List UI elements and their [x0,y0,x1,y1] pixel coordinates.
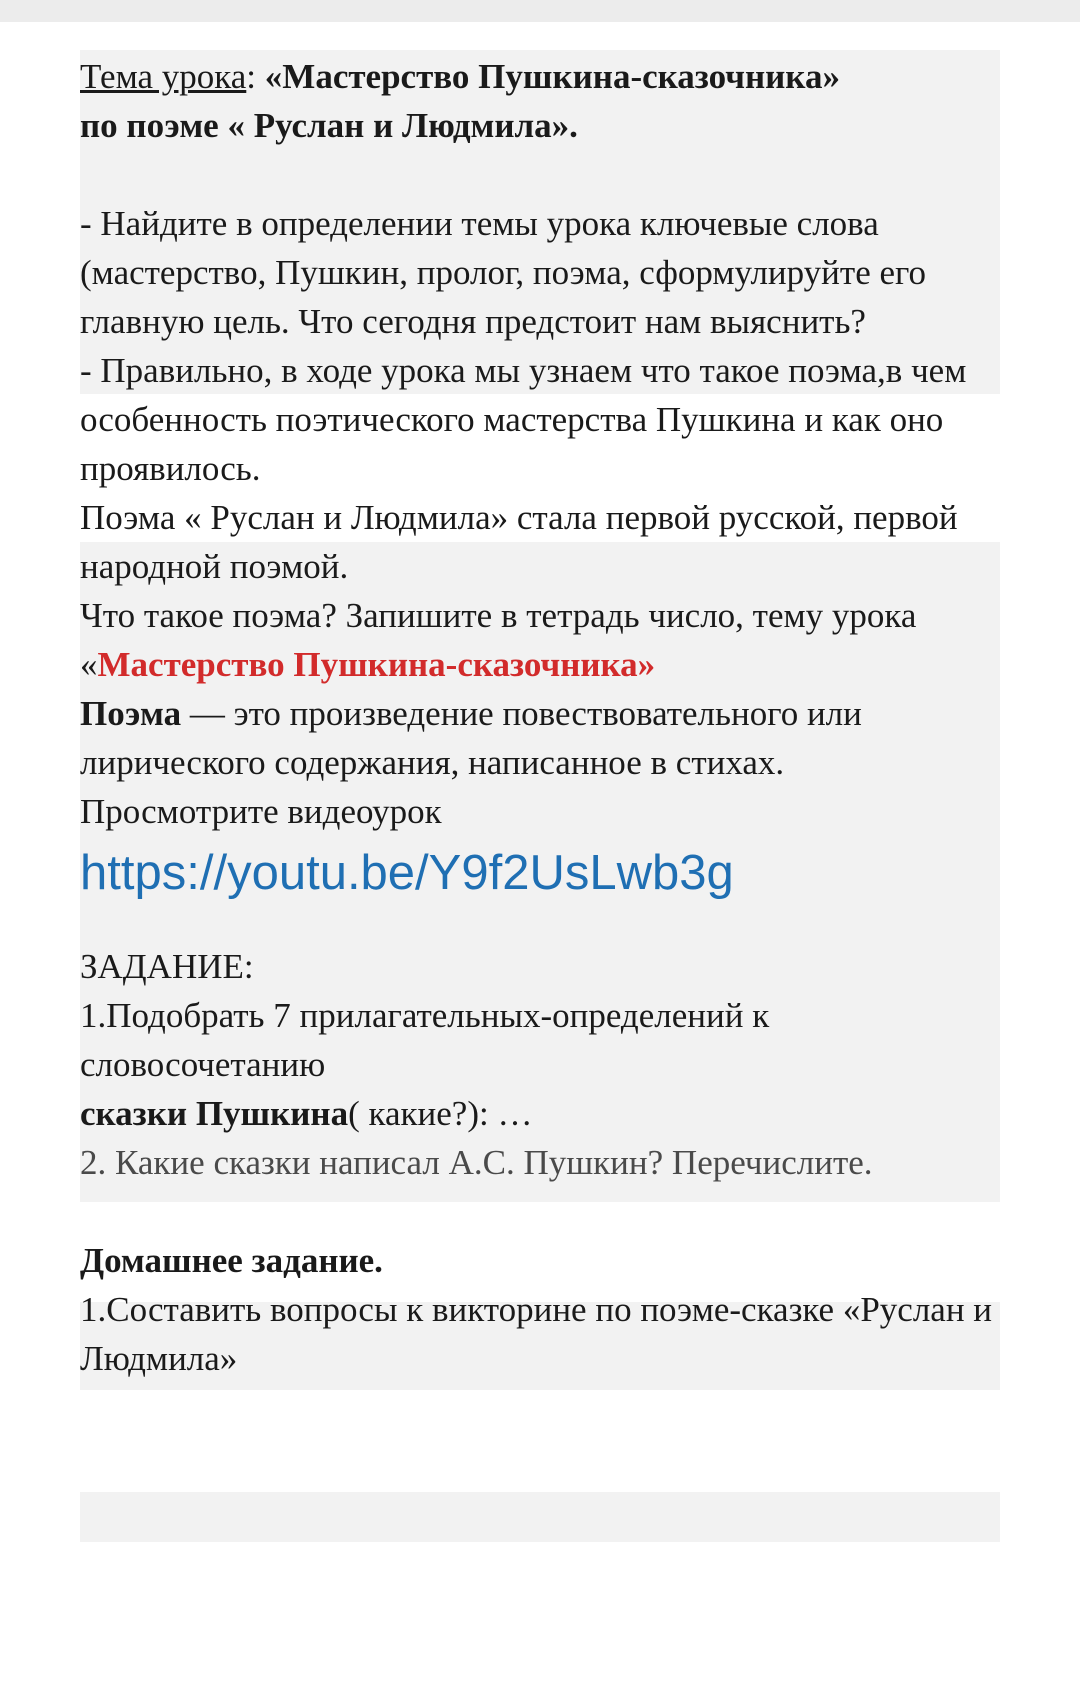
watch-video-text: Просмотрите видеоурок [80,792,442,831]
highlight-topic: Мастерство Пушкина-сказочника» [97,645,656,684]
topic-title-1: «Мастерство Пушкина-сказочника» [264,57,840,96]
write-topic-text: Что такое поэма? Запишите в тетрадь число, тему урока « [80,596,917,684]
task-item-1-phrase [80,1089,1000,1138]
task-item-1-bold: сказки Пушкина [80,1094,349,1133]
topic-line [80,52,1000,101]
poem-definition [80,689,1000,787]
task-item-2: 2. Какие сказки написал А.С. Пушкин? Перечислите. [80,1143,873,1182]
paragraph-keywords: - Найдите в определении темы урока ключевые слова (мастерство, Пушкин, пролог, поэма, сформулируйте его главную цель. Что сегодня предстоит нам выяснить? [80,204,927,341]
topic-title-2: по поэме « Руслан и Людмила». [80,106,578,145]
topic-label: Тема урока [80,57,247,96]
definition-text: — это произведение повествовательного или лирического содержания, написанное в стихах. [80,694,862,782]
task-item-1-tail: ( какие?): … [348,1094,533,1133]
homework-heading: Домашнее задание. [80,1241,383,1280]
task-heading: ЗАДАНИЕ: [80,947,254,986]
document-body [80,52,1000,1383]
paragraph-answer: - Правильно, в ходе урока мы узнаем что такое поэма,в чем особенность поэтического мастерства Пушкина и как оно проявилось. [80,351,967,488]
shade-band-4 [80,1492,1000,1542]
topic-sep: : [246,57,265,96]
paragraph-write-topic [80,591,1000,689]
homework-item-1: 1.Составить вопросы к викторине по поэме-сказке «Руслан и Людмила» [80,1290,993,1378]
definition-term: Поэма [80,694,182,733]
paragraph-first-poem: Поэма « Руслан и Людмила» стала первой русской, первой народной поэмой. [80,498,958,586]
top-bar [0,0,1080,22]
task-item-1: 1.Подобрать 7 прилагательных-определений к словосочетанию [80,996,770,1084]
video-link[interactable]: https://youtu.be/Y9f2UsLwb3g [80,846,734,900]
